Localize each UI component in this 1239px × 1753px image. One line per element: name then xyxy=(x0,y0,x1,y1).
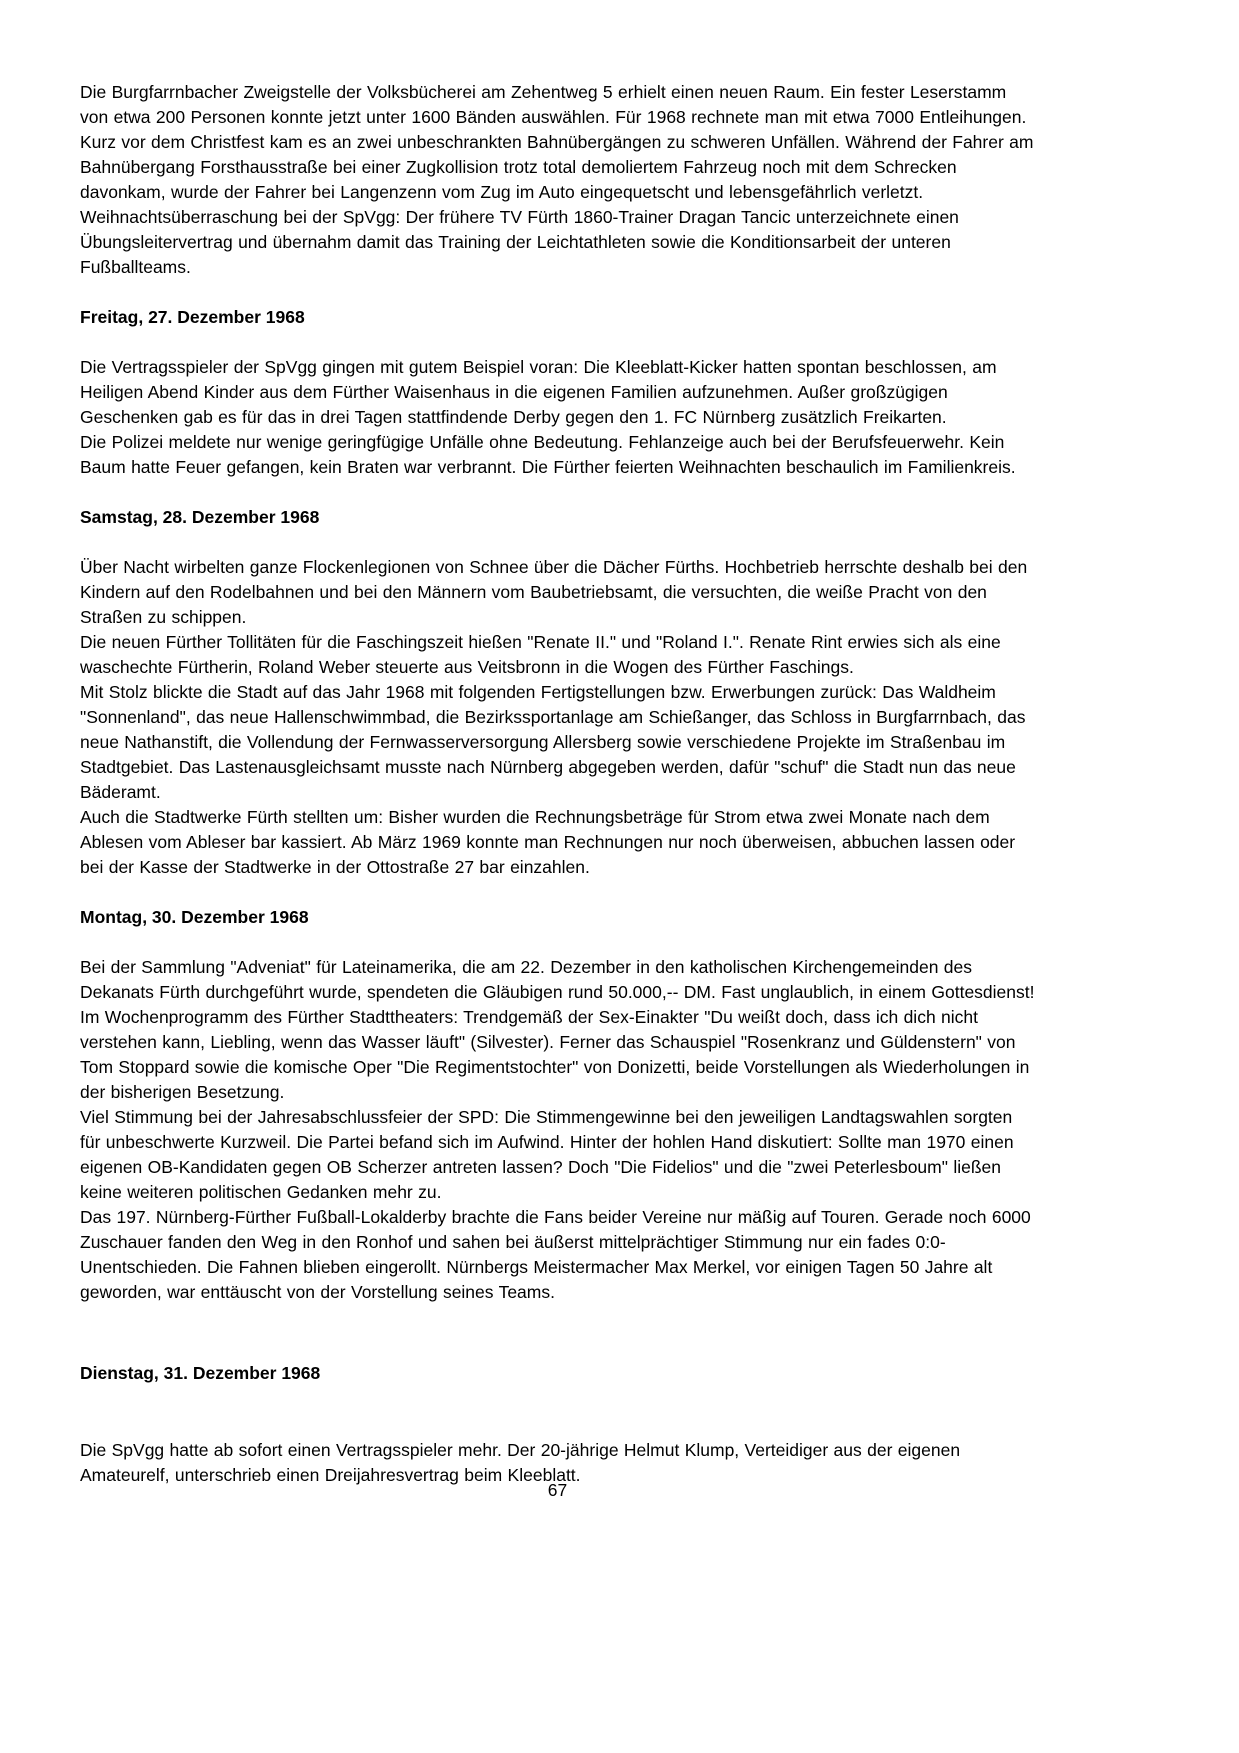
section-heading: Montag, 30. Dezember 1968 xyxy=(80,907,309,927)
paragraph: Die SpVgg hatte ab sofort einen Vertragsspieler mehr. Der 20-jährige Helmut Klump, Verteidiger aus der eigenen Amateurelf, unterschrieb einen Dreijahresvertrag beim Kleeblatt. xyxy=(80,1440,961,1485)
paragraph: Viel Stimmung bei der Jahresabschlussfeier der SPD: Die Stimmengewinne bei den jeweiligen Landtagswahlen sorgten für unbeschwerte Kurzweil. Die Partei befand sich im Aufwind. Hinter der hohlen Hand diskutiert: Sollte man 1970 einen eigenen OB-Kandidaten gegen OB Scherzer antreten lassen? Doch "Die Fidelios" und die "zwei Peterlesboum" ließen keine weiteren politischen Gedanken mehr zu. xyxy=(80,1107,1014,1202)
paragraph: Über Nacht wirbelten ganze Flockenlegionen von Schnee über die Dächer Fürths. Hochbetrieb herrschte deshalb bei den Kindern auf den Rodelbahnen und bei den Männern vom Baubetriebsamt, die versuchten, die weiße Pracht von den Straßen zu schippen. xyxy=(80,557,1028,627)
paragraph: Die Burgfarrnbacher Zweigstelle der Volksbücherei am Zehentweg 5 erhielt einen neuen Raum. Ein fester Leserstamm von etwa 200 Personen konnte jetzt unter 1600 Bänden auswählen. Für 1968 rechnete man mit etwa 7000 Entleihungen. xyxy=(80,82,1027,127)
paragraph: Auch die Stadtwerke Fürth stellten um: Bisher wurden die Rechnungsbeträge für Strom etwa zwei Monate nach dem Ablesen vom Ableser bar kassiert. Ab März 1969 konnte man Rechnungen nur noch überweisen, abbuchen lassen oder bei der Kasse der Stadtwerke in der Ottostraße 27 bar einzahlen. xyxy=(80,807,1016,877)
paragraph: Die Polizei meldete nur wenige geringfügige Unfälle ohne Bedeutung. Fehlanzeige auch bei der Berufsfeuerwehr. Kein Baum hatte Feuer gefangen, kein Braten war verbrannt. Die Fürther feierten Weihnachten beschaulich im Familienkreis. xyxy=(80,432,1016,477)
paragraph: Das 197. Nürnberg-Fürther Fußball-Lokalderby brachte die Fans beider Vereine nur mäßig auf Touren. Gerade noch 6000 Zuschauer fanden den Weg in den Ronhof und sahen bei äußerst mittelprächtiger Stimmung nur ein fades 0:0-Unentschieden. Die Fahnen blieben eingerollt. Nürnbergs Meistermacher Max Merkel, vor einigen Tagen 50 Jahre alt geworden, war enttäuscht von der Vorstellung seines Teams. xyxy=(80,1207,1031,1302)
section-heading: Samstag, 28. Dezember 1968 xyxy=(80,507,320,527)
section-heading: Dienstag, 31. Dezember 1968 xyxy=(80,1363,321,1383)
paragraph: Die Vertragsspieler der SpVgg gingen mit gutem Beispiel voran: Die Kleeblatt-Kicker hatten spontan beschlossen, am Heiligen Abend Kinder aus dem Fürther Waisenhaus in die eigenen Familien aufzunehmen. Außer großzügigen Geschenken gab es für das in drei Tagen stattfindende Derby gegen den 1. FC Nürnberg zusätzlich Freikarten. xyxy=(80,357,997,427)
document-body xyxy=(80,80,1035,1488)
paragraph: Im Wochenprogramm des Fürther Stadttheaters: Trendgemäß der Sex-Einakter "Du weißt doch, dass ich dich nicht verstehen kann, Liebling, wenn das Wasser läuft" (Silvester). Ferner das Schauspiel "Rosenkranz und Güldenstern" von Tom Stoppard sowie die komische Oper "Die Regimentstochter" von Donizetti, beide Vorstellungen als Wiederholungen in der bisherigen Besetzung. xyxy=(80,1007,1030,1102)
paragraph: Mit Stolz blickte die Stadt auf das Jahr 1968 mit folgenden Fertigstellungen bzw. Erwerbungen zurück: Das Waldheim "Sonnenland", das neue Hallenschwimmbad, die Bezirkssportanlage am Schießanger, das Schloss in Burgfarrnbach, das neue Nathanstift, die Vollendung der Fernwasserversorgung Allersberg sowie verschiedene Projekte im Straßenbau im Stadtgebiet. Das Lastenausgleichsamt musste nach Nürnberg abgegeben werden, dafür "schuf" die Stadt nun das neue Bäderamt. xyxy=(80,682,1026,802)
paragraph: Kurz vor dem Christfest kam es an zwei unbeschrankten Bahnübergängen zu schweren Unfällen. Während der Fahrer am Bahnübergang Forsthausstraße bei einer Zugkollision trotz total demoliertem Fahrzeug noch mit dem Schrecken davonkam, wurde der Fahrer bei Langenzenn vom Zug im Auto eingequetscht und lebensgefährlich verletzt. xyxy=(80,132,1034,202)
section-heading: Freitag, 27. Dezember 1968 xyxy=(80,307,305,327)
paragraph: Die neuen Fürther Tollitäten für die Faschingszeit hießen "Renate II." und "Roland I.". Renate Rint erwies sich als eine waschechte Fürtherin, Roland Weber steuerte aus Veitsbronn in die Wogen des Fürther Faschings. xyxy=(80,632,1001,677)
paragraph: Weihnachtsüberraschung bei der SpVgg: Der frühere TV Fürth 1860-Trainer Dragan Tancic unterzeichnete einen Übungsleitervertrag und übernahm damit das Training der Leichtathleten sowie die Konditionsarbeit der unteren Fußballteams. xyxy=(80,207,959,277)
paragraph: Bei der Sammlung "Adveniat" für Lateinamerika, die am 22. Dezember in den katholischen Kirchengemeinden des Dekanats Fürth durchgeführt wurde, spendeten die Gläubigen rund 50.000,-- DM. Fast unglaublich, in einem Gottesdienst! xyxy=(80,957,1035,1002)
page-number: 67 xyxy=(547,1480,568,1500)
